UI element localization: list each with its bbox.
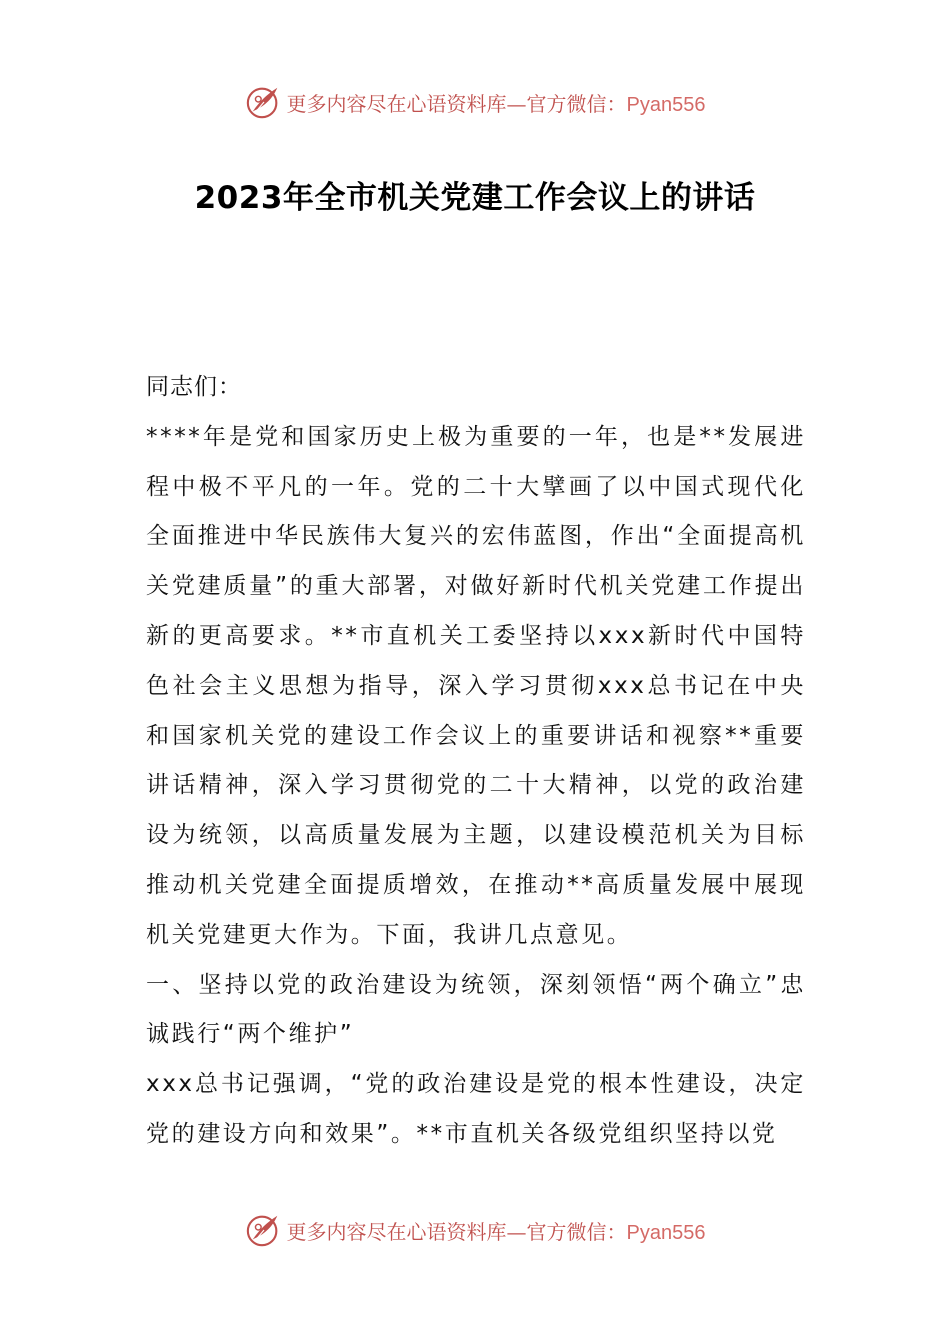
quill-logo-icon (245, 83, 283, 121)
quill-logo-icon (245, 1211, 283, 1249)
header-banner (0, 82, 950, 122)
document-body (146, 363, 806, 1160)
paragraph-section-1: xxx总书记强调，“党的政治建设是党的根本性建设，决定党的建设方向和效果”。**市直机关各级党组织坚持以党 (146, 1071, 806, 1147)
section-heading-1: 一、坚持以党的政治建设为统领，深刻领悟“两个确立”忠诚践行“两个维护” (146, 971, 806, 1048)
header-banner-text: 更多内容尽在心语资料库—官方微信：Pyan556 (286, 91, 706, 116)
footer-banner (0, 1210, 950, 1250)
paragraph-intro: ****年是党和国家历史上极为重要的一年，也是**发展进程中极不平凡的一年。党的二十大擘画了以中国式现代化全面推进中华民族伟大复兴的宏伟蓝图，作出“全面提高机关党建质量”的重大部署，对做好新时代机关党建工作提出新的更高要求。**市直机关工委坚持以xxx新时代中国特色社会主义思想为指导，深入学习贯彻xxx总书记在中央和国家机关党的建设工作会议上的重要讲话和视察**重要讲话精神，深入学习贯彻党的二十大精神，以党的政治建设为统领，以高质量发展为主题，以建设模范机关为目标推动机关党建全面提质增效，在推动**高质量发展中展现机关党建更大作为。下面，我讲几点意见。 (146, 423, 806, 948)
document-title: 2023年全市机关党建工作会议上的讲话 (194, 180, 756, 216)
header-wechat-id: Pyan556 (626, 93, 706, 116)
footer-banner-text: 更多内容尽在心语资料库—官方微信：Pyan556 (286, 1219, 706, 1244)
footer-wechat-id: Pyan556 (626, 1221, 706, 1244)
salutation: 同志们： (146, 374, 242, 400)
